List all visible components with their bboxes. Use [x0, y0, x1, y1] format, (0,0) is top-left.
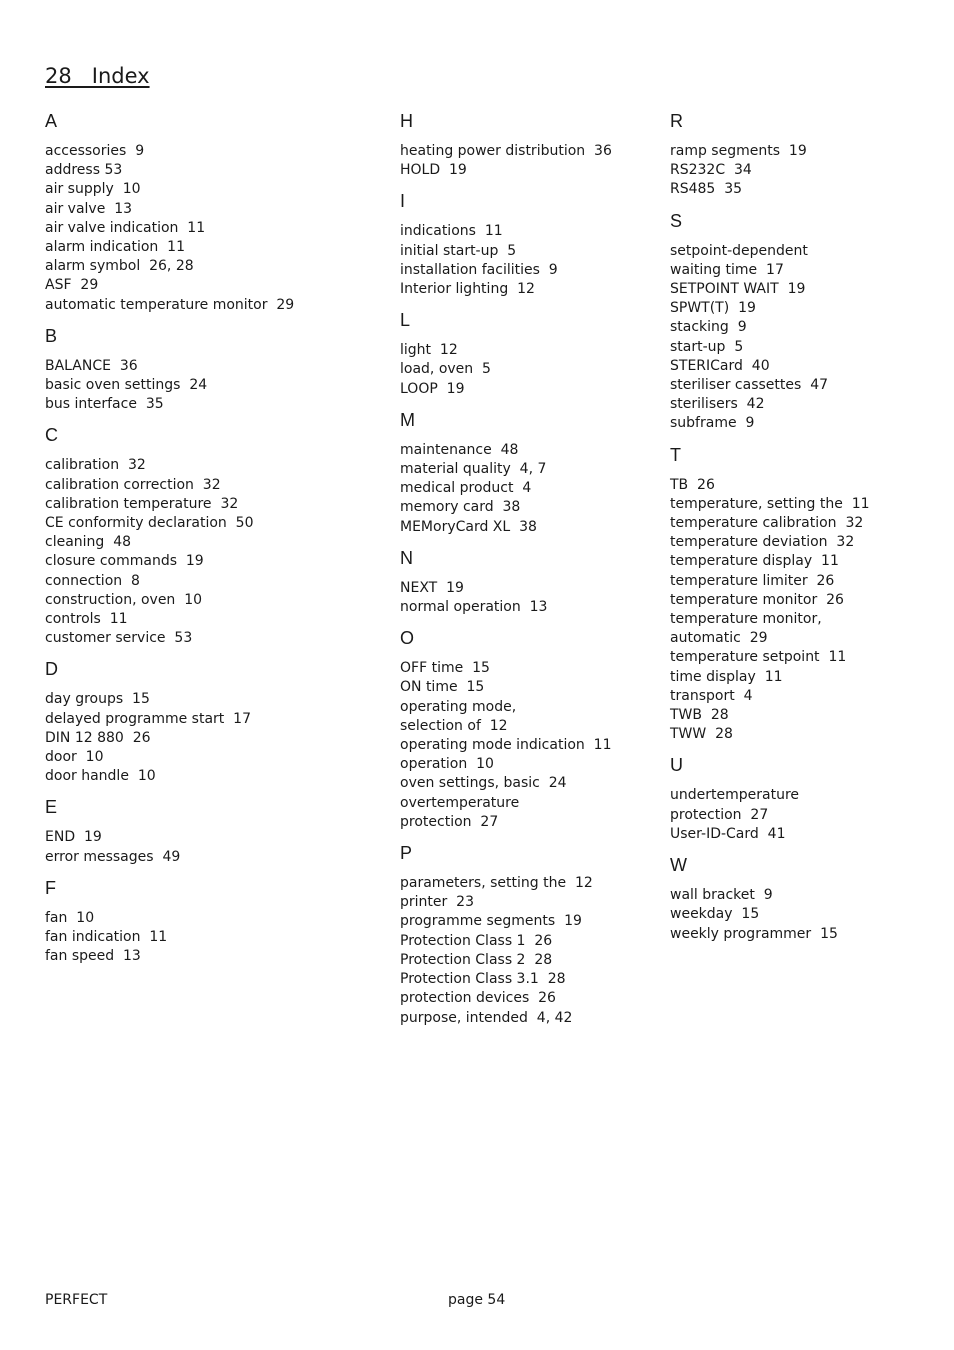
index-entry: calibration correction 32: [45, 476, 221, 493]
index-section-l: [400, 309, 660, 399]
index-section-h: [400, 110, 660, 180]
index-entry: controls 11: [45, 611, 128, 628]
section-letter: S: [670, 210, 683, 231]
index-entry: air valve 13: [45, 200, 133, 217]
index-section-i: [400, 190, 660, 299]
index-entry: temperature monitor,: [670, 611, 822, 628]
index-section-m: [400, 409, 660, 537]
index-entry: waiting time 17: [670, 261, 784, 278]
index-entry: CE conformity declaration 50: [45, 515, 254, 532]
index-entry: TB 26: [670, 476, 715, 493]
index-entry: TWB 28: [670, 707, 729, 724]
index-entry-list: [670, 242, 940, 434]
index-entry: programme segments 19: [400, 913, 582, 930]
index-section-n: [400, 547, 660, 617]
index-entry: accessories 9: [45, 143, 145, 159]
section-letter: F: [45, 877, 56, 898]
index-entry: connection 8: [45, 572, 140, 589]
index-entry-list: [400, 222, 660, 299]
index-entry: Protection Class 2 28: [400, 951, 553, 968]
index-entry: SPWT(T) 19: [670, 300, 756, 317]
index-entry-list: [400, 341, 660, 399]
index-entry: temperature setpoint 11: [670, 649, 847, 666]
section-letter: H: [400, 111, 413, 131]
index-entry-list: [45, 690, 375, 786]
index-entry: alarm symbol 26, 28: [45, 258, 194, 275]
index-section-w: [670, 854, 940, 944]
index-entry: DIN 12 880 26: [45, 729, 151, 746]
index-entry: automatic 29: [670, 630, 768, 647]
index-entry: HOLD 19: [400, 162, 467, 179]
index-section-s: [670, 210, 940, 434]
index-entry: printer 23: [400, 894, 474, 911]
section-letter: L: [400, 310, 411, 331]
index-entry: time display 11: [670, 668, 783, 685]
index-entry: day groups 15: [45, 691, 150, 708]
index-entry: undertemperature: [670, 787, 800, 804]
index-section-e: [45, 796, 375, 866]
index-entry: BALANCE 36: [45, 357, 138, 374]
index-entry: transport 4: [670, 687, 753, 704]
index-entry-list: [670, 786, 940, 844]
index-entry: construction, oven 10: [45, 591, 203, 608]
index-section-t: [670, 444, 940, 745]
index-section-u: [670, 754, 940, 844]
index-entry-list: [45, 828, 375, 866]
index-entry: steriliser cassettes 47: [670, 377, 829, 394]
index-entry: address 53: [45, 162, 123, 179]
index-entry: SETPOINT WAIT 19: [670, 281, 806, 298]
index-entry: RS485 35: [670, 181, 743, 198]
index-entry: cleaning 48: [45, 534, 132, 551]
section-letter: W: [670, 855, 687, 876]
index-entry: fan 10: [45, 909, 95, 926]
section-letter: T: [670, 444, 681, 465]
index-entry-list: [45, 909, 375, 967]
section-letter: B: [45, 325, 58, 346]
index-entry-list: [45, 357, 375, 415]
index-column-1: [45, 110, 375, 977]
index-entry: bus interface 35: [45, 396, 164, 413]
index-entry: delayed programme start 17: [45, 710, 251, 727]
index-entry: temperature limiter 26: [670, 572, 835, 589]
index-entry: automatic temperature monitor 29: [45, 296, 295, 313]
section-letter: C: [45, 425, 58, 446]
index-entry: fan speed 13: [45, 948, 141, 965]
index-entry: calibration temperature 32: [45, 495, 239, 512]
index-entry: customer service 53: [45, 630, 193, 647]
index-column-3: [670, 110, 940, 954]
index-entry: closure commands 19: [45, 553, 204, 570]
index-entry: sterilisers 42: [670, 396, 765, 413]
index-entry: light 12: [400, 342, 458, 359]
index-entry: ASF 29: [45, 277, 99, 294]
index-entry: initial start-up 5: [400, 242, 517, 259]
index-section-o: [400, 627, 660, 832]
index-entry: oven settings, basic 24: [400, 775, 567, 792]
index-entry: overtemperature: [400, 794, 520, 811]
index-entry: selection of 12: [400, 717, 508, 734]
index-entry: stacking 9: [670, 319, 747, 336]
page-title: 28 Index: [45, 64, 150, 88]
index-entry: temperature deviation 32: [670, 534, 855, 551]
index-entry: MEMoryCard XL 38: [400, 518, 537, 535]
index-entry: material quality 4, 7: [400, 461, 547, 478]
section-letter: P: [400, 843, 413, 864]
index-entry: STERICard 40: [670, 357, 770, 374]
section-letter: D: [45, 659, 58, 680]
index-entry: parameters, setting the 12: [400, 875, 593, 892]
section-letter: R: [670, 111, 683, 131]
section-letter: U: [670, 755, 683, 776]
index-entry: weekday 15: [670, 906, 760, 923]
index-column-2: [400, 110, 660, 1038]
index-entry: normal operation 13: [400, 599, 548, 616]
index-entry: indications 11: [400, 223, 503, 240]
index-entry: temperature, setting the 11: [670, 495, 870, 512]
index-entry: NEXT 19: [400, 579, 464, 596]
index-entry-list: [400, 441, 660, 537]
section-letter: I: [400, 191, 406, 212]
index-entry: OFF time 15: [400, 660, 490, 677]
index-entry: purpose, intended 4, 42: [400, 1009, 573, 1026]
index-entry: END 19: [45, 829, 102, 846]
index-entry: temperature monitor 26: [670, 591, 844, 608]
section-letter: M: [400, 409, 415, 430]
index-entry-list: [400, 874, 660, 1028]
index-entry: air supply 10: [45, 181, 141, 198]
index-entry: ramp segments 19: [670, 143, 807, 159]
index-section-c: [45, 424, 375, 648]
index-entry: Interior lighting 12: [400, 281, 535, 298]
index-entry-list: [45, 456, 375, 648]
index-entry: door 10: [45, 749, 104, 766]
index-section-a: [45, 110, 375, 315]
index-entry: User-ID-Card 41: [670, 825, 786, 842]
index-entry: protection 27: [670, 806, 769, 823]
index-entry: LOOP 19: [400, 380, 465, 397]
index-entry: wall bracket 9: [670, 887, 773, 904]
footer-product-name: PERFECT: [45, 1292, 108, 1308]
index-section-r: [670, 110, 940, 200]
index-entry: RS232C 34: [670, 162, 752, 179]
index-entry: maintenance 48: [400, 441, 519, 458]
index-entry-list: [400, 579, 660, 617]
index-entry: medical product 4: [400, 480, 532, 497]
index-entry: start-up 5: [670, 338, 744, 355]
index-entry: Protection Class 1 26: [400, 932, 553, 949]
index-entry: protection 27: [400, 813, 499, 830]
index-entry: setpoint-dependent: [670, 242, 808, 259]
index-entry: installation facilities 9: [400, 261, 558, 278]
index-entry: basic oven settings 24: [45, 377, 208, 394]
index-entry: operating mode indication 11: [400, 737, 612, 754]
index-entry: fan indication 11: [45, 929, 168, 946]
section-letter: O: [400, 628, 415, 649]
index-entry: air valve indication 11: [45, 219, 206, 236]
index-entry: TWW 28: [670, 726, 733, 743]
index-section-p: [400, 842, 660, 1028]
index-entry: error messages 49: [45, 848, 181, 865]
index-entry: door handle 10: [45, 768, 156, 785]
index-entry-list: [400, 659, 660, 832]
index-entry: ON time 15: [400, 679, 485, 696]
section-letter: N: [400, 547, 413, 568]
index-entry: Protection Class 3.1 28: [400, 971, 566, 988]
index-entry: operating mode,: [400, 698, 517, 715]
section-letter: A: [45, 111, 58, 131]
index-entry: alarm indication 11: [45, 239, 185, 256]
footer-page-number: page 54: [448, 1292, 506, 1308]
index-entry: heating power distribution 36: [400, 143, 612, 159]
index-entry-list: [670, 476, 940, 745]
index-entry: memory card 38: [400, 499, 521, 516]
index-entry-list: [45, 142, 375, 315]
index-entry-list: [400, 142, 660, 180]
index-entry-list: [670, 142, 940, 200]
index-entry: protection devices 26: [400, 990, 556, 1007]
index-entry: subframe 9: [670, 415, 755, 432]
index-entry: temperature calibration 32: [670, 515, 864, 532]
index-entry-list: [670, 886, 940, 944]
section-letter: E: [45, 797, 58, 818]
index-section-d: [45, 658, 375, 786]
index-section-f: [45, 877, 375, 967]
index-section-b: [45, 325, 375, 415]
index-entry: load, oven 5: [400, 361, 491, 378]
index-entry: operation 10: [400, 756, 494, 773]
index-entry: weekly programmer 15: [670, 925, 838, 942]
index-entry: temperature display 11: [670, 553, 839, 570]
index-entry: calibration 32: [45, 457, 146, 474]
